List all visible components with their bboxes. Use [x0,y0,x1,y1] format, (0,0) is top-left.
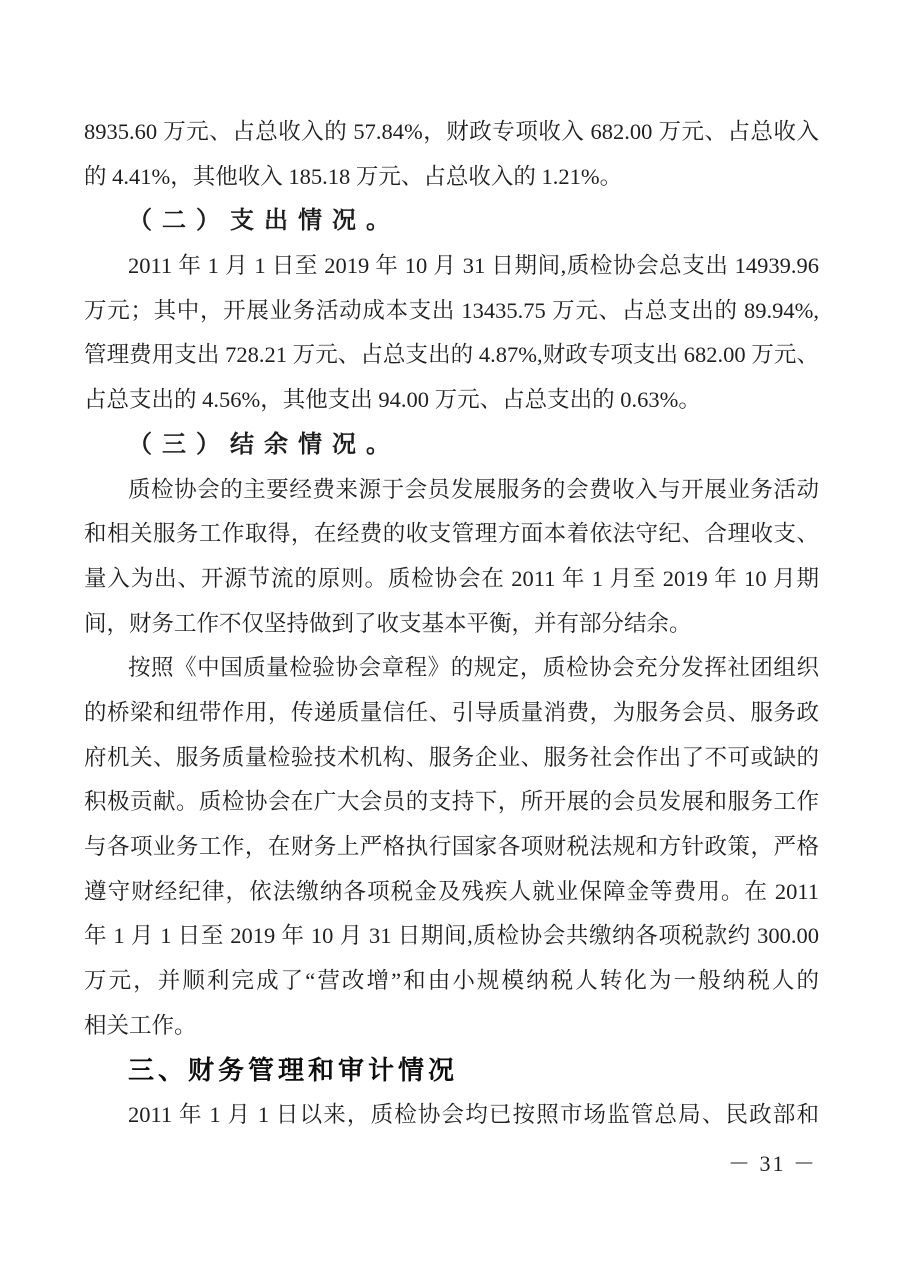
text-line: 占总支出的 4.56%，其他支出 94.00 万元、占总支出的 0.63%。 [84,387,701,413]
text-line: 的桥梁和纽带作用，传递质量信任、引导质量消费，为服务会员、服务政 [84,699,819,725]
text-line: 2011 年 1 月 1 日以来，质检协会均已按照市场监管总局、民政部和 [128,1102,819,1128]
document-body [84,110,819,1138]
text-line: 与各项业务工作，在财务上严格执行国家各项财税法规和方针政策，严格 [84,834,819,859]
text-line: 按照《中国质量检验协会章程》的规定，质检协会充分发挥社团组织 [128,655,819,681]
text-line: 府机关、服务质量检验技术机构、服务企业、服务社会作出了不可或缺的 [84,744,819,770]
text-line: 的 4.41%，其他收入 185.18 万元、占总收入的 1.21%。 [84,163,623,189]
text-line: 年 1 月 1 日至 2019 年 10 月 31 日期间,质检协会共缴纳各项税款约 300.00 [84,923,819,949]
section-heading-finance-audit: 三、财务管理和审计情况 [128,1055,459,1086]
section-heading-expenditure: （二）支出情况。 [128,208,400,235]
text-line: 8935.60 万元、占总收入的 57.84%，财政专项收入 682.00 万元、占总收入 [84,119,819,144]
text-line: 管理费用支出 728.21 万元、占总支出的 4.87%,财政专项支出 682.00 万元、 [84,342,819,368]
text-line: 间，财务工作不仅坚持做到了收支基本平衡，并有部分结余。 [84,610,692,636]
text-line: 相关工作。 [84,1012,197,1038]
text-line: 和相关服务工作取得，在经费的收支管理方面本着依法守纪、合理收支、 [84,521,819,547]
text-line: 万元；其中，开展业务活动成本支出 13435.75 万元、占总支出的 89.94%, [84,297,819,323]
section-heading-balance: （三）结余情况。 [128,431,400,458]
text-line: 量入为出、开源节流的原则。质检协会在 2011 年 1 月至 2019 年 10 月期 [84,565,819,591]
page-number: － 31 － [727,1151,817,1176]
text-line: 2011 年 1 月 1 日至 2019 年 10 月 31 日期间,质检协会总支出 14939.96 [128,253,819,279]
text-line: 万元，并顺利完成了“营改增”和由小规模纳税人转化为一般纳税人的 [84,968,819,994]
text-line: 积极贡献。质检协会在广大会员的支持下，所开展的会员发展和服务工作 [84,789,819,815]
text-line: 质检协会的主要经费来源于会员发展服务的会费收入与开展业务活动 [128,476,819,502]
text-line: 遵守财经纪律，依法缴纳各项税金及残疾人就业保障金等费用。在 2011 [84,878,819,904]
